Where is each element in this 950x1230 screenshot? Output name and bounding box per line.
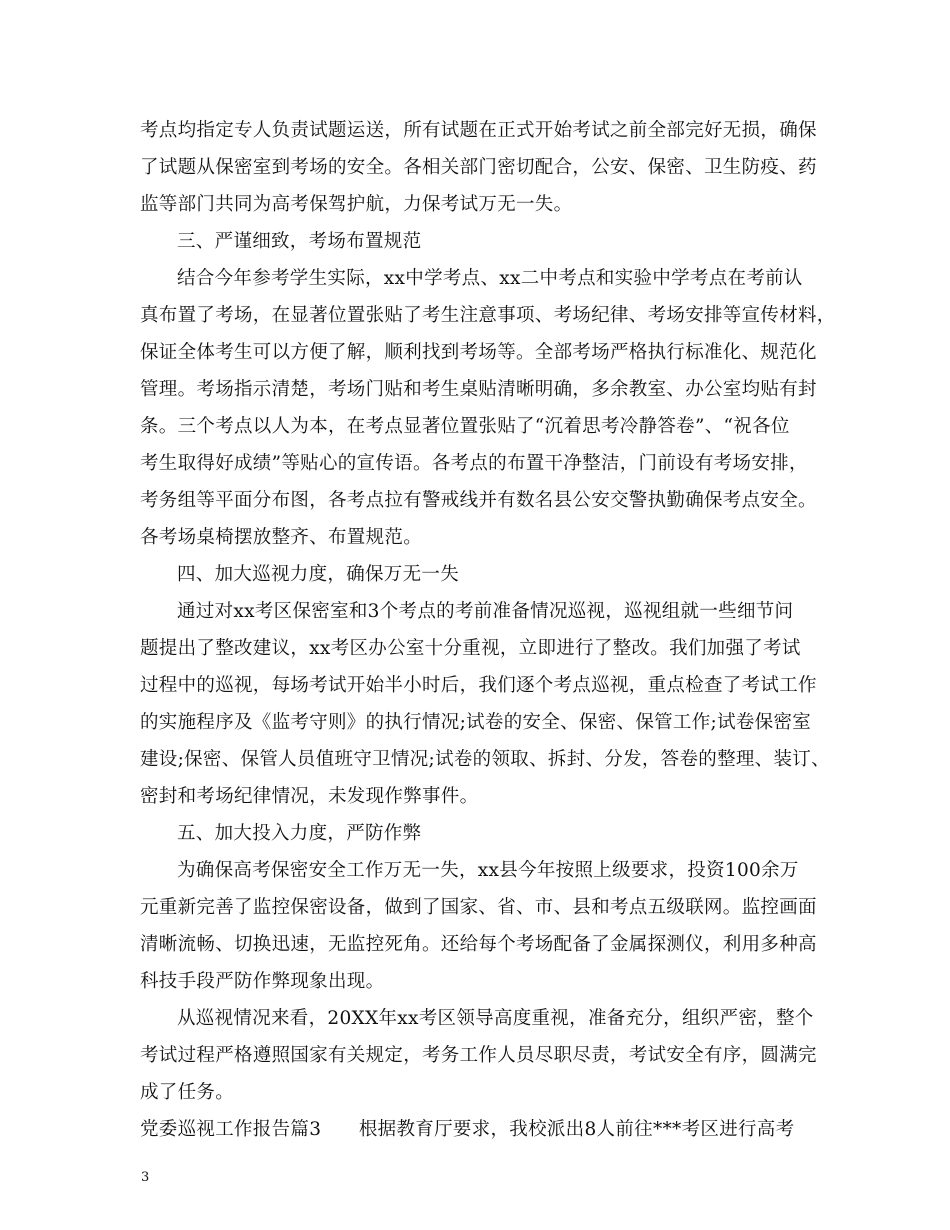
paragraph-line: 各考场桌椅摆放整齐、布置规范。 (140, 527, 423, 548)
paragraph-line: 过程中的巡视，每场考试开始半小时后，我们逐个考点巡视，重点检查了考试工作 (140, 675, 817, 696)
paragraph-line: 成了任务。 (140, 1082, 235, 1103)
paragraph-line: 真布置了考场，在显著位置张贴了考生注意事项、考场纪律、考场安排等宣传材料， (140, 305, 836, 326)
section-heading: 五、加大投入力度，严防作弊 (177, 823, 422, 844)
paragraph-line: 元重新完善了监控保密设备，做到了国家、省、市、县和考点五级联网。监控画面 (140, 897, 817, 918)
paragraph-line: 考试过程严格遵照国家有关规定，考务工作人员尽职尽责，考试安全有序，圆满完 (140, 1045, 817, 1066)
paragraph-line: 为确保高考保密安全工作万无一失，xx县今年按照上级要求，投资100余万 (177, 860, 799, 881)
paragraph-line: 监等部门共同为高考保驾护航，力保考试万无一失。 (140, 194, 573, 215)
paragraph-line: 了试题从保密室到考场的安全。各相关部门密切配合，公安、保密、卫生防疫、药 (140, 157, 817, 178)
paragraph-line: 密封和考场纪律情况，未发现作弊事件。 (140, 786, 479, 807)
paragraph-line: 从巡视情况来看，20XX年xx考区领导高度重视，准备充分，组织严密，整个 (177, 1008, 814, 1029)
paragraph-line: 科技手段严防作弊现象出现。 (140, 971, 385, 992)
paragraph-line: 考点均指定专人负责试题运送，所有试题在正式开始考试之前全部完好无损，确保 (140, 120, 817, 141)
paragraph-line: 清晰流畅、切换迅速，无监控死角。还给每个考场配备了金属探测仪，利用多种高 (140, 934, 817, 955)
paragraph-line: 的实施程序及《监考守则》的执行情况;试卷的安全、保密、保管工作;试卷保密室 (140, 712, 812, 733)
paragraph-line: 结合今年参考学生实际，xx中学考点、xx二中考点和实验中学考点在考前认 (177, 268, 803, 289)
paragraph-line: 条。三个考点以人为本，在考点显著位置张贴了“沉着思考冷静答卷”、“祝各位 (140, 416, 790, 437)
paragraph-line: 考务组等平面分布图，各考点拉有警戒线并有数名县公安交警执勤确保考点安全。 (140, 490, 817, 511)
paragraph-line: 党委巡视工作报告篇3 根据教育厅要求，我校派出8人前往***考区进行高考 (140, 1119, 795, 1140)
paragraph-line: 题提出了整改建议，xx考区办公室十分重视，立即进行了整改。我们加强了考试 (140, 638, 801, 659)
section-heading: 三、严谨细致，考场布置规范 (177, 231, 422, 252)
paragraph-line: 建设;保密、保管人员值班守卫情况;试卷的领取、拆封、分发，答卷的整理、装订、 (140, 749, 830, 770)
paragraph-line: 保证全体考生可以方便了解，顺利找到考场等。全部考场严格执行标准化、规范化 (140, 342, 817, 363)
section-heading: 四、加大巡视力度，确保万无一失 (177, 564, 460, 585)
paragraph-line: 考生取得好成绩”等贴心的宣传语。各考点的布置干净整洁，门前设有考场安排， (140, 453, 808, 474)
page-number: 3 (141, 1170, 150, 1185)
paragraph-line: 管理。考场指示清楚，考场门贴和考生桌贴清晰明确，多余教室、办公室均贴有封 (140, 379, 817, 400)
paragraph-line: 通过对xx考区保密室和3个考点的考前准备情况巡视，巡视组就一些细节问 (177, 601, 794, 622)
